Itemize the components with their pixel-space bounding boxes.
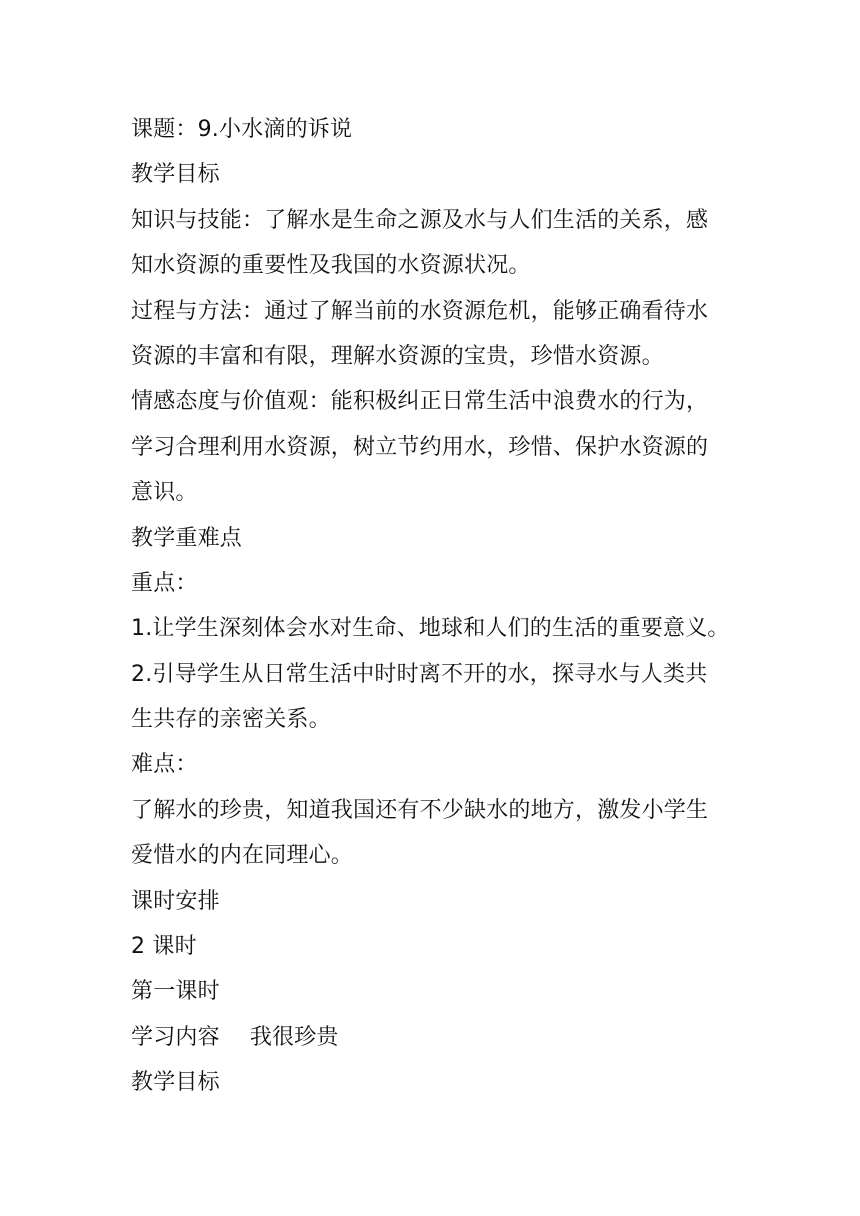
key-point-1: 1.让学生深刻体会水对生命、地球和人们的生活的重要意义。 xyxy=(131,616,730,642)
key-difficult-heading: 教学重难点 xyxy=(131,525,243,551)
process-method-line-2: 资源的丰富和有限，理解水资源的宝贵，珍惜水资源。 xyxy=(131,343,664,369)
emotion-values-line-2: 学习合理利用水资源，树立节约用水，珍惜、保护水资源的 xyxy=(131,434,709,460)
knowledge-skills-line-1: 知识与技能：了解水是生命之源及水与人们生活的关系，感 xyxy=(131,207,709,233)
goals-heading: 教学目标 xyxy=(131,162,220,188)
difficult-line-2: 爱惜水的内在同理心。 xyxy=(131,843,354,869)
learning-content-label: 学习内容 xyxy=(131,1024,220,1050)
learning-content-value: 我很珍贵 xyxy=(249,1024,339,1050)
difficult-label: 难点： xyxy=(131,752,198,778)
key-point-2-line-2: 生共存的亲密关系。 xyxy=(131,707,331,733)
emotion-values-line-1: 情感态度与价值观：能积极纠正日常生活中浪费水的行为， xyxy=(131,389,709,415)
knowledge-skills-line-2: 知水资源的重要性及我国的水资源状况。 xyxy=(131,253,531,279)
difficult-line-1: 了解水的珍贵，知道我国还有不少缺水的地方，激发小学生 xyxy=(131,797,709,823)
schedule-heading: 课时安排 xyxy=(131,888,220,914)
first-lesson: 第一课时 xyxy=(131,979,220,1005)
document-body xyxy=(131,107,731,1106)
schedule-value: 2 课时 xyxy=(131,934,197,960)
lesson-title: 课题：9.小水滴的诉说 xyxy=(131,117,353,142)
emotion-values-line-3: 意识。 xyxy=(131,480,198,506)
learning-content-row xyxy=(131,1015,731,1060)
process-method-line-1: 过程与方法：通过了解当前的水资源危机，能够正确看待水 xyxy=(131,298,709,324)
key-point-2-line-1: 2.引导学生从日常生活中时时离不开的水，探寻水与人类共 xyxy=(131,661,708,687)
goals-heading-2: 教学目标 xyxy=(131,1070,220,1096)
key-points-label: 重点： xyxy=(131,570,198,596)
